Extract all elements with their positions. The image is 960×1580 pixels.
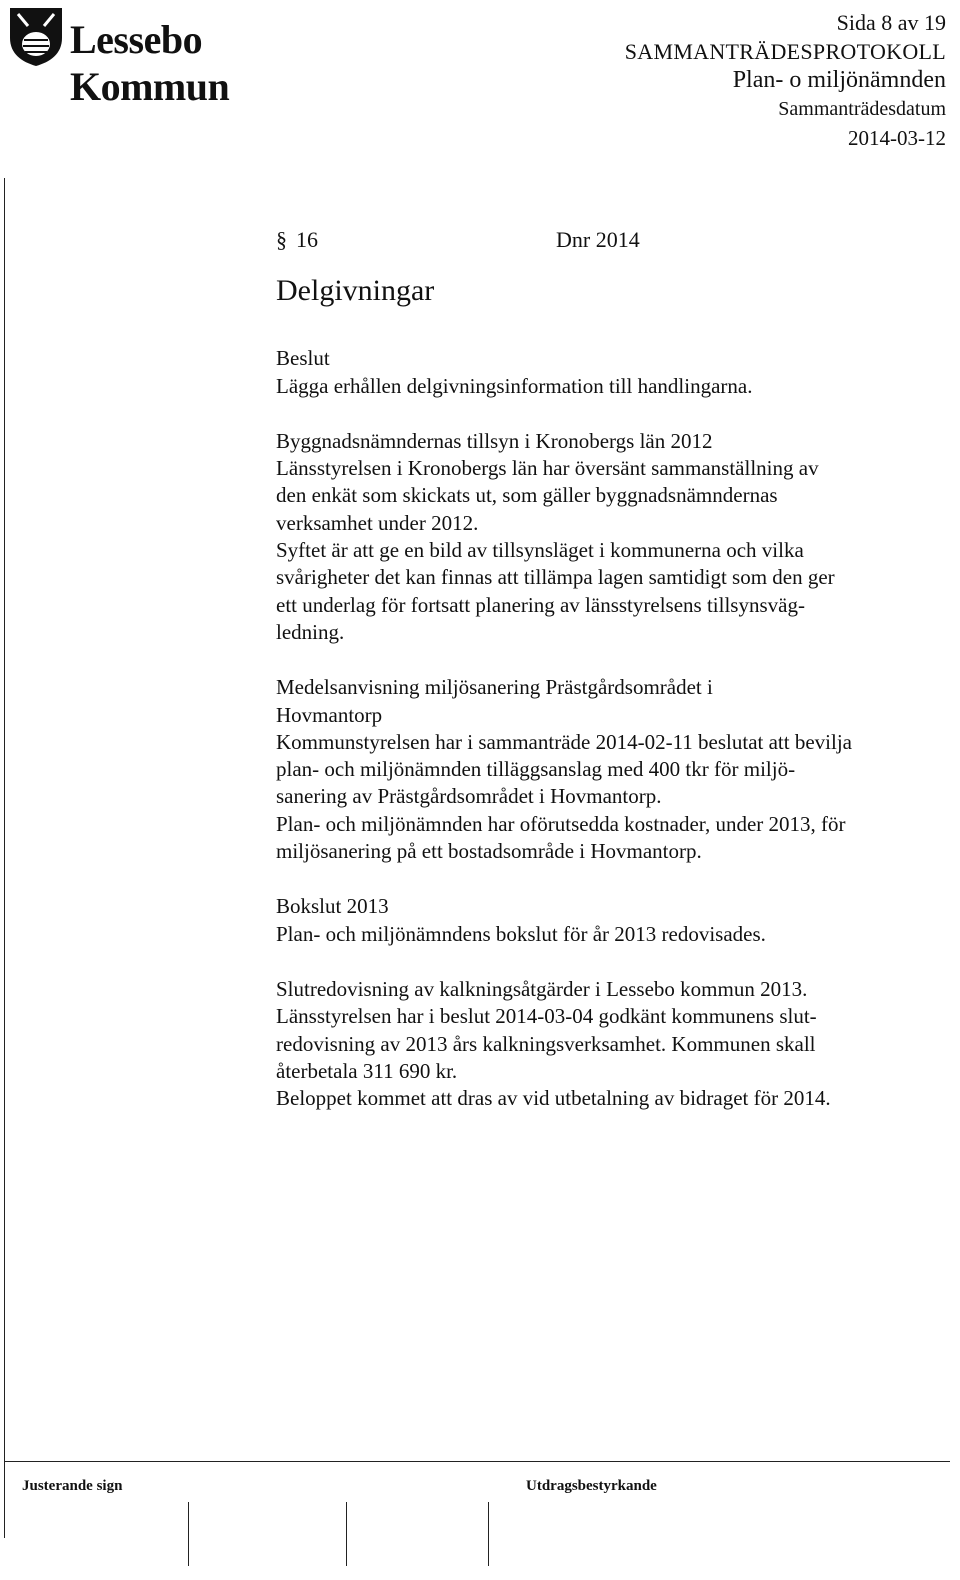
section-tillsyn <box>276 428 956 646</box>
section-bokslut <box>276 893 956 948</box>
text-line: den enkät som skickats ut, som gäller byggnadsnämndernas <box>276 483 778 508</box>
section-sign: § <box>276 227 287 252</box>
justerande-sign-label: Justerande sign <box>22 1478 123 1494</box>
coat-of-arms-icon <box>6 4 66 68</box>
paragraph-reference <box>276 226 956 253</box>
beslut-heading: Beslut <box>276 346 330 371</box>
text-line: svårigheter det kan finnas att tillämpa lagen samtidigt som den ger <box>276 565 835 590</box>
text-line: Länsstyrelsen har i beslut 2014-03-04 godkänt kommunens slut- <box>276 1004 817 1029</box>
signature-divider <box>188 1502 189 1566</box>
page-indicator: Sida 8 av 19 <box>836 10 946 35</box>
text-line: Länsstyrelsen i Kronobergs län har översänt sammanställning av <box>276 456 819 481</box>
text-line: plan- och miljönämnden tilläggsanslag med 400 tkr för miljö- <box>276 757 796 782</box>
text-line: Beloppet kommet att dras av vid utbetalning av bidraget för 2014. <box>276 1086 831 1111</box>
item-title: Delgivningar <box>276 274 435 308</box>
document-type: SAMMANTRÄDESPROTOKOLL <box>624 39 946 64</box>
municipality-logo <box>6 4 366 109</box>
dnr-reference: Dnr 2014 <box>556 227 640 252</box>
text-line: Medelsanvisning miljösanering Prästgårdsområdet i <box>276 675 713 700</box>
text-line: Byggnadsnämndernas tillsyn i Kronobergs län 2012 <box>276 428 713 453</box>
left-margin-line <box>4 178 5 1538</box>
text-line: Bokslut 2013 <box>276 894 389 919</box>
document-body <box>276 226 956 1112</box>
beslut-text: Lägga erhållen delgivningsinformation till handlingarna. <box>276 373 753 398</box>
text-line: återbetala 311 690 kr. <box>276 1058 458 1083</box>
signature-divider <box>346 1502 347 1566</box>
text-line: Kommunstyrelsen har i sammanträde 2014-02-11 beslutat att bevilja <box>276 729 852 754</box>
utdragsbestyrkande-label: Utdragsbestyrkande <box>526 1478 657 1494</box>
text-line: Hovmantorp <box>276 702 383 727</box>
text-line: verksamhet under 2012. <box>276 510 479 535</box>
text-line: Slutredovisning av kalkningsåtgärder i Lessebo kommun 2013. <box>276 976 808 1001</box>
text-line: Plan- och miljönämnden har oförutsedda kostnader, under 2013, för <box>276 811 846 836</box>
footer-divider <box>4 1461 950 1462</box>
text-line: ett underlag för fortsatt planering av länsstyrelsens tillsynsväg- <box>276 592 805 617</box>
text-line: redovisning av 2013 års kalkningsverksamhet. Kommunen skall <box>276 1031 816 1056</box>
section-kalkning <box>276 976 956 1112</box>
section-medelsanvisning <box>276 674 956 865</box>
paragraph-number: 16 <box>296 227 318 252</box>
text-line: Syftet är att ge en bild av tillsynsläget i kommunerna och vilka <box>276 538 804 563</box>
document-header <box>625 8 946 153</box>
text-line: sanering av Prästgårdsområdet i Hovmantorp. <box>276 784 662 809</box>
logo-text: Lessebo Kommun <box>70 17 230 109</box>
text-line: ledning. <box>276 619 345 644</box>
meeting-date-label: Sammanträdesdatum <box>778 98 946 120</box>
meeting-date: 2014-03-12 <box>848 126 946 150</box>
text-line: miljösanering på ett bostadsområde i Hovmantorp. <box>276 839 702 864</box>
text-line: Plan- och miljönämndens bokslut för år 2013 redovisades. <box>276 921 766 946</box>
signature-divider <box>488 1502 489 1566</box>
committee-name: Plan- o miljönämnden <box>732 67 946 93</box>
